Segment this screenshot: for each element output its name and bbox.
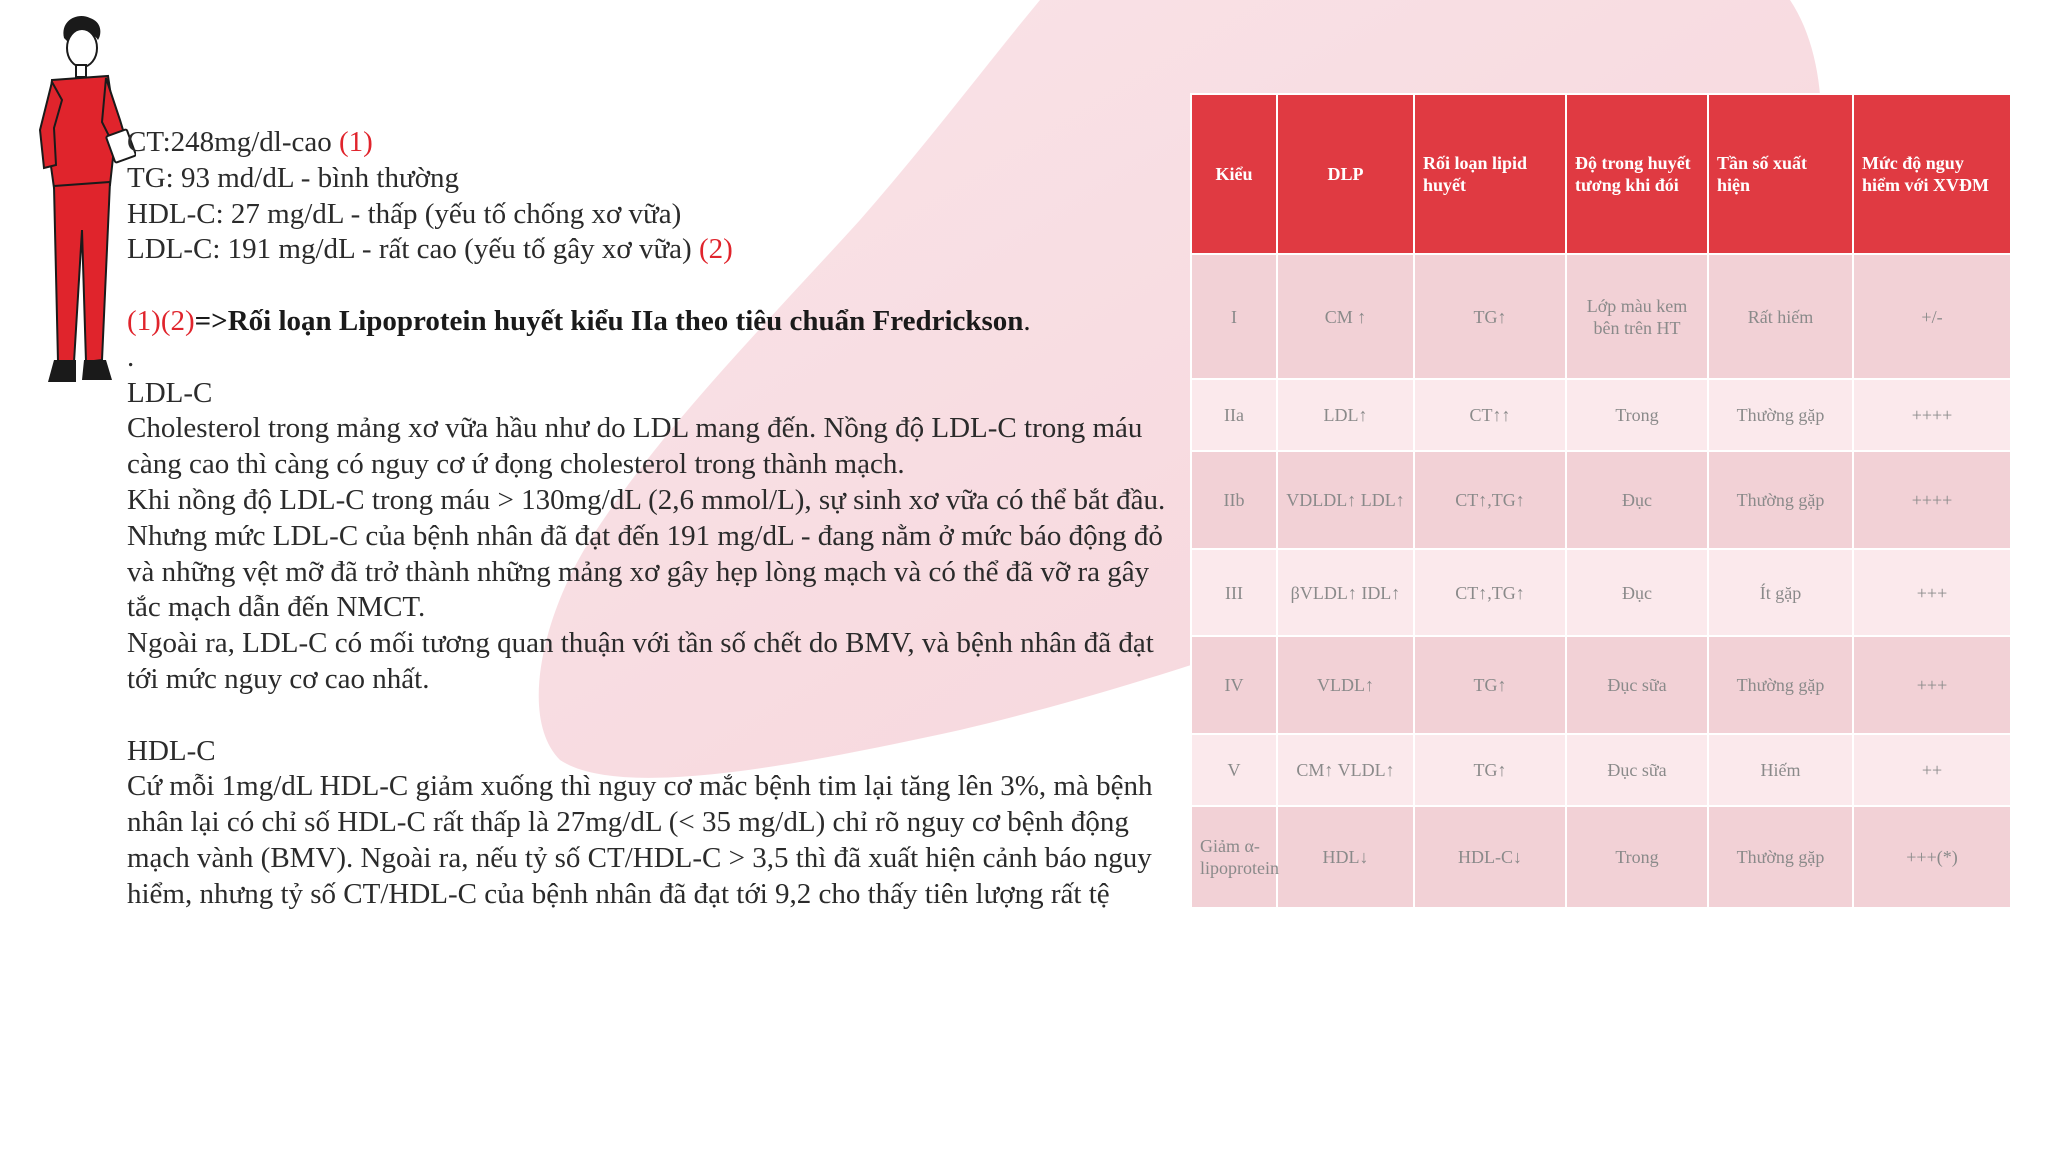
- case-analysis-text: [127, 125, 1167, 913]
- cell-lipid: HDL-C↓: [1414, 806, 1566, 908]
- table-row: [1191, 451, 2011, 549]
- tg-result: TG: 93 md/dL - bình thường: [127, 161, 460, 194]
- cell-type: Giảm α-lipoprotein: [1191, 806, 1277, 908]
- ldl-paragraph-3: Ngoài ra, LDL-C có mối tương quan thuận với tần số chết do BMV, và bệnh nhân đã đạt tới mức nguy cơ cao nhất.: [127, 627, 1154, 695]
- cell-risk: +++(*): [1853, 806, 2011, 908]
- cell-frequency: Rất hiếm: [1708, 254, 1853, 379]
- cell-frequency: Thường gặp: [1708, 806, 1853, 908]
- ldl-result: LDL-C: 191 mg/dL - rất cao (yếu tố gây xơ vữa) (2): [127, 233, 733, 266]
- cell-frequency: Ít gặp: [1708, 549, 1853, 636]
- cell-clarity: Đục: [1566, 549, 1708, 636]
- cell-risk: +++: [1853, 636, 2011, 734]
- header-risk-level: Mức độ nguy hiểm với XVĐM: [1853, 94, 2011, 254]
- cell-type: IV: [1191, 636, 1277, 734]
- cell-lipid: CT↑,TG↑: [1414, 549, 1566, 636]
- person-with-tablet-illustration: [16, 10, 136, 395]
- cell-dlp: VLDL↑: [1277, 636, 1414, 734]
- cell-lipid: TG↑: [1414, 734, 1566, 806]
- cell-clarity: Đục: [1566, 451, 1708, 549]
- cell-type: I: [1191, 254, 1277, 379]
- hdl-paragraph: Cứ mỗi 1mg/dL HDL-C giảm xuống thì nguy cơ mắc bệnh tim lại tăng lên 3%, mà bệnh nhân lại có chỉ số HDL-C rất thấp là 27mg/dL (< 35 mg/dL) chỉ rõ nguy cơ bệnh động mạch vành (BMV). Ngoài ra, nếu tỷ số CT/HDL-C > 3,5 thì đã xuất hiện cảnh báo nguy hiểm, nhưng tỷ số CT/HDL-C của bệnh nhân đã đạt tới 9,2 cho thấy tiên lượng rất tệ: [127, 770, 1153, 910]
- cell-type: IIb: [1191, 451, 1277, 549]
- cell-lipid: CT↑↑: [1414, 379, 1566, 451]
- table-row: [1191, 806, 2011, 908]
- cell-dlp: VDLDL↑ LDL↑: [1277, 451, 1414, 549]
- conclusion-text: =>Rối loạn Lipoprotein huyết kiểu IIa theo tiêu chuẩn Fredrickson: [194, 304, 1024, 337]
- hdl-result: HDL-C: 27 mg/dL - thấp (yếu tố chống xơ vữa): [127, 197, 682, 230]
- table-row: [1191, 734, 2011, 806]
- cell-risk: ++++: [1853, 451, 2011, 549]
- table-row: [1191, 379, 2011, 451]
- cell-clarity: Đục sữa: [1566, 734, 1708, 806]
- table-row: [1191, 549, 2011, 636]
- cell-type: III: [1191, 549, 1277, 636]
- cell-clarity: Lớp màu kem bên trên HT: [1566, 254, 1708, 379]
- conclusion-refs: (1)(2): [127, 304, 195, 337]
- cell-type: IIa: [1191, 379, 1277, 451]
- ldl-heading: LDL-C: [127, 376, 213, 409]
- ldl-paragraph-2: Khi nồng độ LDL-C trong máu > 130mg/dL (2,6 mmol/L), sự sinh xơ vữa có thể bắt đầu. Nhưng mức LDL-C của bệnh nhân đã đạt đến 191 mg/dL - đang nằm ở mức báo động đỏ và những vệt mỡ đã trở thành những mảng xơ gây hẹp lòng mạch và có thể đã vỡ ra gây tắc mạch dẫn đến NMCT.: [127, 483, 1166, 624]
- table-row: [1191, 254, 2011, 379]
- cell-frequency: Thường gặp: [1708, 451, 1853, 549]
- cell-clarity: Trong: [1566, 806, 1708, 908]
- header-frequency: Tần số xuất hiện: [1708, 94, 1853, 254]
- dot-line: .: [127, 340, 135, 373]
- conclusion-line: (1)(2)=>Rối loạn Lipoprotein huyết kiểu IIa theo tiêu chuẩn Fredrickson.: [127, 304, 1031, 337]
- ref-2: (2): [698, 233, 733, 266]
- table-header-row: [1191, 94, 2011, 254]
- cell-dlp: CM ↑: [1277, 254, 1414, 379]
- cell-clarity: Đục sữa: [1566, 636, 1708, 734]
- cell-frequency: Hiếm: [1708, 734, 1853, 806]
- fredrickson-table: [1190, 93, 2012, 909]
- cell-dlp: LDL↑: [1277, 379, 1414, 451]
- cell-risk: +++: [1853, 549, 2011, 636]
- header-type: Kiểu: [1191, 94, 1277, 254]
- table-row: [1191, 636, 2011, 734]
- cell-dlp: CM↑ VLDL↑: [1277, 734, 1414, 806]
- cell-lipid: CT↑,TG↑: [1414, 451, 1566, 549]
- cell-risk: +/-: [1853, 254, 2011, 379]
- cell-clarity: Trong: [1566, 379, 1708, 451]
- cell-dlp: βVLDL↑ IDL↑: [1277, 549, 1414, 636]
- cell-type: V: [1191, 734, 1277, 806]
- header-dlp: DLP: [1277, 94, 1414, 254]
- cell-risk: ++++: [1853, 379, 2011, 451]
- hdl-heading: HDL-C: [127, 734, 216, 767]
- cell-lipid: TG↑: [1414, 636, 1566, 734]
- ref-1: (1): [339, 126, 373, 158]
- cell-dlp: HDL↓: [1277, 806, 1414, 908]
- ct-result: CT:248mg/dl-cao (1): [127, 126, 373, 158]
- ldl-paragraph-1: Cholesterol trong mảng xơ vữa hầu như do LDL mang đến. Nồng độ LDL-C trong máu càng cao thì càng có nguy cơ ứ đọng cholesterol trong thành mạch.: [127, 412, 1143, 481]
- cell-risk: ++: [1853, 734, 2011, 806]
- header-lipid-disorder: Rối loạn lipid huyết: [1414, 94, 1566, 254]
- cell-lipid: TG↑: [1414, 254, 1566, 379]
- cell-frequency: Thường gặp: [1708, 379, 1853, 451]
- cell-frequency: Thường gặp: [1708, 636, 1853, 734]
- header-plasma-clarity: Độ trong huyết tương khi đói: [1566, 94, 1708, 254]
